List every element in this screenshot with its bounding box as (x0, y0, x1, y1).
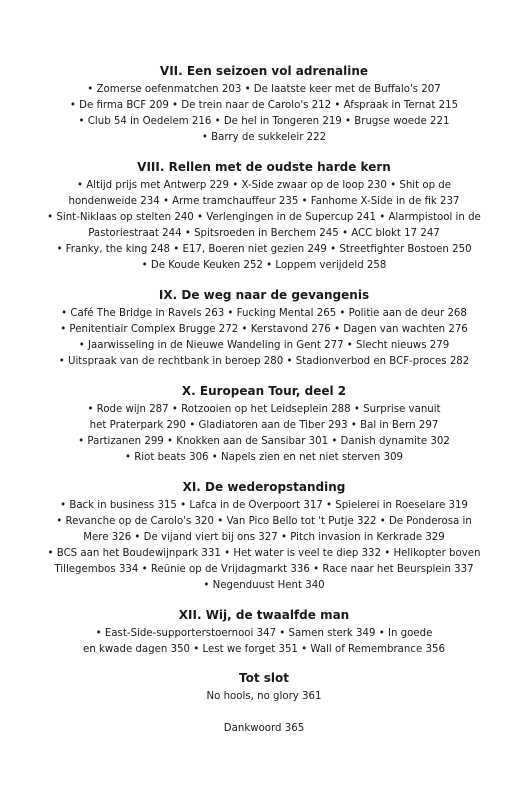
entry-line: • Barry de sukkeleir 222 (201, 132, 327, 143)
section-title: VII. Een seizoen vol adrenaline (159, 64, 369, 78)
entry-line: Pastoriestraat 244 • Spitsroeden in Berchem 245 • ACC blokt 17 247 (88, 228, 440, 239)
entry-line: • Rode wijn 287 • Rotzooien op het Leidseplein 288 • Surprise vanuit (87, 404, 441, 415)
toc-section-tot-slot (0, 670, 528, 705)
entry-line: • Negenduust Hent 340 (203, 580, 325, 591)
entry-line: hondenweide 234 • Arme tramchauffeur 235 • Fanhome X-Side in de fik 237 (68, 196, 460, 207)
entry-line: en kwade dagen 350 • Lest we forget 351 • Wall of Remembrance 356 (83, 644, 445, 655)
section-title: X. European Tour, deel 2 (181, 384, 347, 398)
entry-line: • Revanche op de Carolo's 320 • Van Pico Bello tot 't Putje 322 • De Ponderosa in (56, 516, 472, 527)
entry-line: • East-Side-supporterstoernooi 347 • Samen sterk 349 • In goede (95, 628, 433, 639)
entry-line: • Club 54 in Oedelem 216 • De hel in Tongeren 219 • Brugse woede 221 (78, 116, 450, 127)
entry-line: • Franky, the king 248 • E17, Boeren niet gezien 249 • Streetfighter Bostoen 250 (56, 244, 472, 255)
entry-line: • Riot beats 306 • Napels zien en net niet sterven 309 (124, 452, 404, 463)
toc-section-viii (0, 159, 528, 274)
entry-line: • Uitspraak van de rechtbank in beroep 280 • Stadionverbod en BCF-proces 282 (58, 356, 470, 367)
entry-line: • BCS aan het Boudewijnpark 331 • Het water is veel te diep 332 • Helikopter boven (47, 548, 481, 559)
entry-line: • Partizanen 299 • Knokken aan de Sansibar 301 • Danish dynamite 302 (78, 436, 450, 447)
section-title: XII. Wij, de twaalfde man (178, 608, 350, 622)
entry-line: • Zomerse oefenmatchen 203 • De laatste keer met de Buffalo's 207 (87, 84, 441, 95)
entry-line: • Altijd prijs met Antwerp 229 • X-Side zwaar op de loop 230 • Shit op de (76, 180, 452, 191)
entry-line: • Penitentiair Complex Brugge 272 • Kerstavond 276 • Dagen van wachten 276 (60, 324, 468, 335)
section-title: Tot slot (239, 671, 289, 685)
dankwoord-entry: Dankwoord 365 (223, 723, 305, 734)
entry-line: • De firma BCF 209 • De trein naar de Carolo's 212 • Afspraak in Ternat 215 (69, 100, 459, 111)
entry-line: • Café The Bridge in Ravels 263 • Fucking Mental 265 • Politie aan de deur 268 (61, 308, 467, 319)
section-entries (0, 498, 528, 594)
entry-line: • Back in business 315 • Lafca in de Overpoort 317 • Spielerei in Roeselare 319 (60, 500, 468, 511)
entry-line: Tillegembos 334 • Reünie op de Vrijdagmarkt 336 • Race naar het Beursplein 337 (54, 564, 474, 575)
section-entries (0, 178, 528, 274)
toc-section-xii (0, 607, 528, 658)
section-entries (0, 82, 528, 146)
section-entries (0, 689, 528, 705)
entry-line: • Jaarwisseling in de Nieuwe Wandeling in Gent 277 • Slecht nieuws 279 (78, 340, 450, 351)
toc-section-x (0, 383, 528, 466)
entry-line: Mere 326 • De vijand viert bij ons 327 • Pitch invasion in Kerkrade 329 (83, 532, 445, 543)
section-title: IX. De weg naar de gevangenis (158, 288, 370, 302)
toc-dankwoord (0, 718, 528, 737)
section-title: VIII. Rellen met de oudste harde kern (137, 160, 391, 174)
toc-section-xi (0, 479, 528, 594)
toc-section-vii (0, 63, 528, 146)
toc-section-ix (0, 287, 528, 370)
section-entries (0, 306, 528, 370)
section-entries (0, 402, 528, 466)
entry-line: het Praterpark 290 • Gladiatoren aan de Tiber 293 • Bal in Bern 297 (89, 420, 439, 431)
entry-line: • De Koude Keuken 252 • Loppem verijdeld 258 (141, 260, 387, 271)
entry-line: • Sint-Niklaas op stelten 240 • Verlengingen in de Supercup 241 • Alarmpistool in de (47, 212, 481, 223)
entry-line: No hools, no glory 361 (206, 691, 322, 702)
section-title: XI. De wederopstanding (182, 480, 346, 494)
section-entries (0, 626, 528, 658)
